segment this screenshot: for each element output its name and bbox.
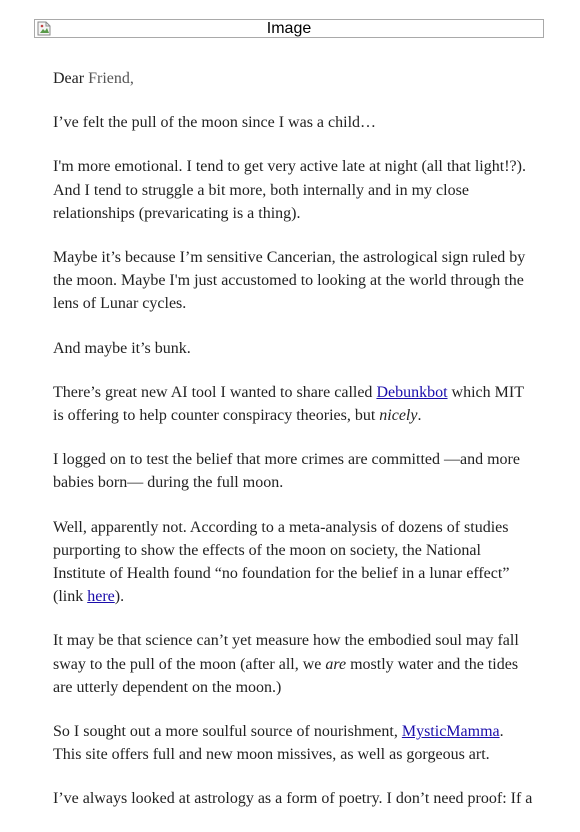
emphasis-nicely: nicely [379,407,418,425]
text-span: which MIT is offering to help counter conspiracy theories, but [53,383,524,425]
letter-body [53,67,533,832]
mysticmamma-link[interactable]: MysticMamma [401,723,500,741]
image-alt-text: Image [266,20,312,37]
emphasis-are: are [325,655,347,673]
text-span: There’s great new AI tool I wanted to share called [53,383,377,401]
text-span: . This site offers full and new moon missives, as well as gorgeous art. [53,723,504,764]
text-span: It may be that science can’t yet measure how the embodied soul may fall sway to the pull of the moon (after all, we [53,632,519,673]
paragraph-cancerian: Maybe it’s because I’m sensitive Cancerian, the astrological sign ruled by the moon. Maybe I'm just accustomed to looking at the world through the lens of Lunar cycles. [53,249,526,313]
text-span: . [417,407,422,425]
paragraph-emotional: I'm more emotional. I tend to get very active late at night (all that light!?). And I tend to struggle a bit more, both internally and in my close relationships (prevaricating is a thing). [53,158,526,222]
paragraph-mysticmamma [53,720,533,766]
text-span: So I sought out a more soulful source of nourishment, [53,723,402,741]
greeting-word: Dear [53,70,85,87]
paragraph-astrology-poetry: I’ve always looked at astrology as a form of poetry. I don’t need proof: If a [53,790,533,808]
text-span: mostly water and the tides are utterly dependent on the moon.) [53,655,519,696]
greeting [53,67,533,90]
paragraph-bunk: And maybe it’s bunk. [53,339,191,357]
paragraph-crimes-babies: I logged on to test the belief that more crimes are committed —and more babies born— during the full moon. [53,451,520,492]
greeting-name: Friend, [88,70,134,87]
header-image-placeholder [34,19,544,38]
paragraph-meta-analysis [53,516,533,609]
text-span: Well, apparently not. According to a meta-analysis of dozens of studies purporting to show the effects of the moon on society, the National Institute of Health found “no foundation for the belief in a lunar effect” (link [53,518,510,606]
paragraph-moon-pull: I’ve felt the pull of the moon since I was a child… [53,114,377,132]
text-span: ). [114,588,125,606]
debunkbot-link[interactable]: Debunkbot [376,383,448,401]
paragraph-embodied-soul [53,629,533,699]
paragraph-debunkbot [53,381,533,427]
nih-study-link[interactable]: here [87,588,115,606]
